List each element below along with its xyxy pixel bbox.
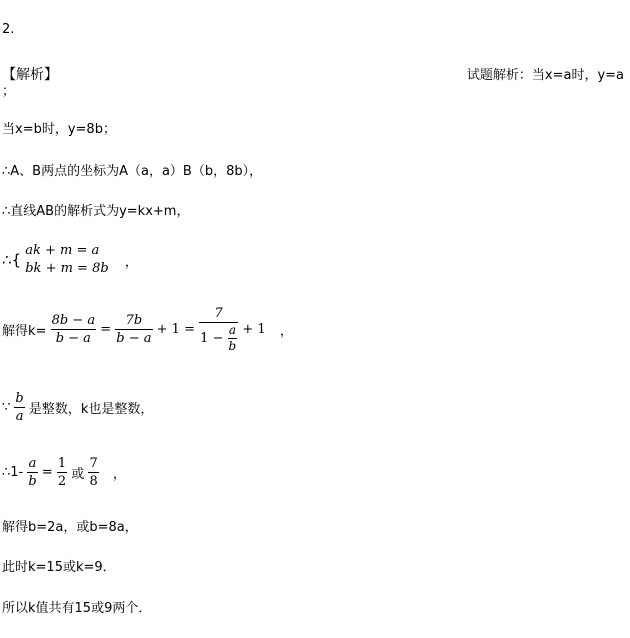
integer-condition-text: 是整数，k也是整数， bbox=[28, 402, 154, 417]
intro-semicolon: ； bbox=[2, 84, 16, 99]
system-comma: ， bbox=[124, 254, 138, 270]
k-formula-comma: ， bbox=[279, 324, 293, 339]
line-b-solutions: 解得b=2a，或b=8a， bbox=[2, 520, 138, 535]
plus-one: + 1 bbox=[242, 322, 266, 337]
fraction-7-over-1-minus-a-b: 7 1 − $\frac{a}{b}$ bbox=[200, 306, 237, 353]
plus-one-equals: + 1 = bbox=[156, 322, 195, 337]
line-coordinates: ∴A、B两点的坐标为A（a，a）B（b，8b）， bbox=[2, 164, 263, 179]
solution-tag: 【解析】 bbox=[2, 67, 58, 83]
k-formula-prefix: 解得k= bbox=[2, 324, 47, 339]
fraction-b-a: $\frac{b}{a}$ bbox=[15, 391, 24, 424]
fraction-8b-a: $\frac{8b - a}{b - a}$ bbox=[51, 313, 96, 346]
line-linear-form: ∴直线AB的解析式为y=kx+m， bbox=[2, 204, 190, 219]
fraction-7b: $\frac{7b}{b - a}$ bbox=[116, 313, 152, 346]
therefore-brace: ∴{ bbox=[2, 251, 22, 269]
ratio-comma: ， bbox=[112, 467, 126, 482]
ratio-or: 或 bbox=[71, 467, 85, 482]
fraction-a-b: $\frac{a}{b}$ bbox=[28, 456, 37, 489]
integer-condition bbox=[2, 390, 153, 425]
system-equations bbox=[25, 242, 108, 278]
k-formula bbox=[2, 305, 293, 354]
solution-intro: 试题解析：当x=a时，y=a bbox=[466, 68, 624, 83]
line-x-equals-b: 当x=b时，y=8b； bbox=[2, 122, 116, 137]
equals-sign: = bbox=[100, 322, 112, 337]
inner-fraction-a-b: $\frac{a}{b}$ bbox=[228, 323, 237, 353]
because-symbol: ∵ bbox=[2, 400, 11, 415]
line-k-values: 此时k=15或k=9． bbox=[2, 560, 116, 575]
ratio-values bbox=[2, 455, 126, 490]
fraction-1-2: $\frac{1}{2}$ bbox=[57, 456, 67, 489]
equation-1: ak + m = a bbox=[25, 243, 100, 258]
ratio-equals: = bbox=[41, 465, 53, 480]
fraction-7-8: $\frac{7}{8}$ bbox=[89, 456, 98, 489]
equation-2: bk + m = 8b bbox=[25, 261, 109, 276]
question-number: 2. bbox=[2, 22, 15, 37]
ratio-prefix: ∴1- bbox=[2, 465, 24, 480]
line-conclusion: 所以k值共有15或9两个． bbox=[2, 601, 152, 616]
equation-system bbox=[2, 242, 138, 278]
